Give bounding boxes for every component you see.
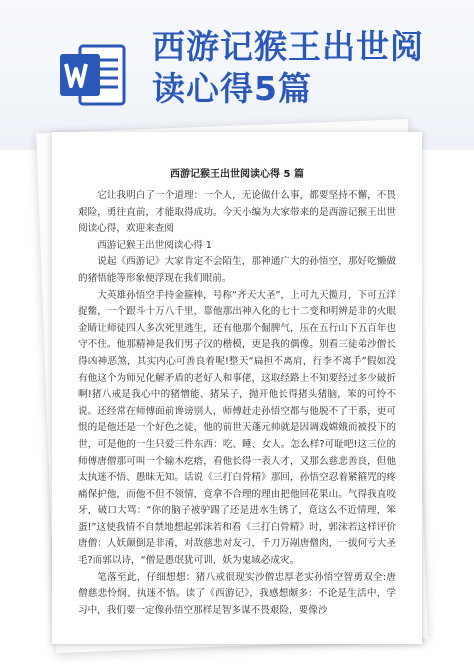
document-page [52, 132, 422, 644]
paragraph-1: 说起《西游记》大家肯定不会陌生，那神通广大的孙悟空，那好吃懒做的猪悟能等形象便浮现在我们眼前。 [78, 256, 396, 284]
paragraph-3: 笔落至此，仔细想想：猪八戒很现实沙僧忠厚老实孙悟空智勇双全:唐僧慈悲怜悯、执迷不悟。读了《西游记》，我感想颇多：不论是生活中，学习中，我们要一定像孙悟空那样足智多谋不畏艰险，要像沙 [78, 571, 396, 616]
banner-title: 西游记猴王出世阅读心得5篇 [152, 27, 424, 108]
paragraph-intro: 它让我明白了一个道理：一个人，无论做什么事，都要坚持不懈，不畏艰险，勇往直前，才能取得成功。今天小编为大家带来的是西游记猴王出世阅读心得，欢迎来查阅 [78, 190, 396, 235]
paragraph-section-heading: 西游记猴王出世阅读心得 1 [97, 239, 212, 251]
document-body [78, 188, 396, 619]
paragraph-2: 大英雄孙悟空手持金箍棒，号称“齐天大圣”，上可九天揽月，下可五洋捉鳖，一个跟斗十万八千里，靠他那出神入化的七十二变和明辨是非的火眼金睛让师徒四人多次死里逃生，还有他那个倔脾气，压在五行山下五百年也守不住。他那精神是我们男子汉的楷模，更是我的偶像。别看三徒弟沙僧长得凶神恶煞，其实内心可善良着呢!整天“扁担不离肩，行李不离手”假如没有他这个为师兄化解矛盾的老好人和事佬，这取经路上不知要经过多少破折啊!猪八戒是我心中的猪憎能、猪呆子，抛开他长得猪头猪脑，笨的可怜不说。还经常在师傅面前谗谤别人，师傅赶走孙悟空都与他脱不了干系，更可恨的是他还是一个好色之徒，他的前世天蓬元帅就是因调戏嫦娥而被投下的世，可是他的一生只爱三件东西：吃、睡、女人。怎么样?可耻吧!这三位的师傅唐僧那可叫一个输木疙瘩，看他长得一表人才，又那么慈悲善良，但他太执迷不悟、愚昧无知。话说《三打白骨精》那回，孙悟空忍着紧箍咒的疼痛保护他，而他不但不领情，竟拿不合理的理由把他回花果山。气得我直咬牙，破口大骂：“你的脑子被驴踢了还是进水生锈了，竟这么不近情理，笨蛋!”这使我情不自禁地想起郭沫若和看《三打白骨精》时，郭沫若这样评价唐僧：人妖颠倒是非淆，对敌慈悲对友刁，千刀万剐唐僧肉，一拔何亏大圣毛?而郭以诗，“僧是愚氓犹可训，妖为鬼域必成灾。 [78, 289, 396, 567]
word-document-icon [58, 42, 126, 108]
document-title: 西游记猴王出世阅读心得 5 篇 [170, 169, 304, 180]
